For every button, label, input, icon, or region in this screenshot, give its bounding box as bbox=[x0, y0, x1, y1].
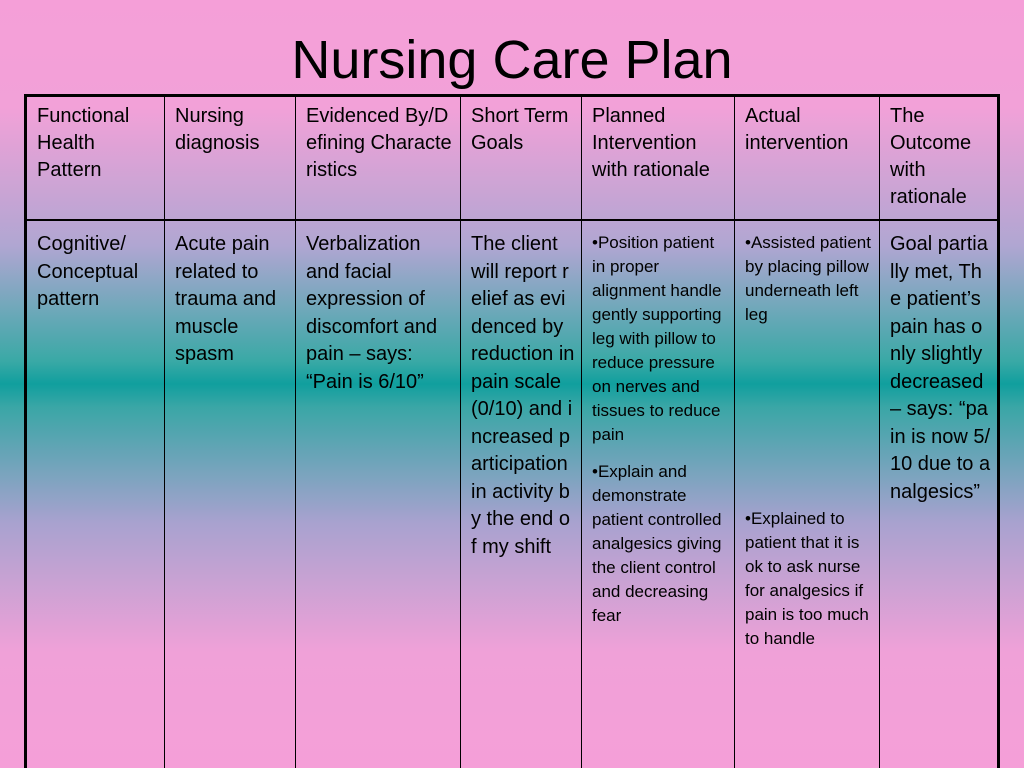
cell-evidence: Verbalization and facial expression of discomfort and pain – says: “Pain is 6/10” bbox=[296, 220, 461, 768]
header-planned-intervention: Planned Intervention with rationale bbox=[582, 96, 735, 221]
cell-pattern: Cognitive/ Conceptual pattern bbox=[26, 220, 165, 768]
table-header-row bbox=[26, 96, 999, 221]
header-short-term-goals: Short Term Goals bbox=[461, 96, 582, 221]
table-row bbox=[26, 220, 999, 768]
header-actual-intervention: Actual intervention bbox=[735, 96, 880, 221]
care-plan-table bbox=[24, 94, 1000, 768]
cell-diagnosis: Acute pain related to trauma and muscle spasm bbox=[165, 220, 296, 768]
actual-bullet-1: •Assisted patient by placing pillow underneath left leg bbox=[745, 233, 871, 324]
planned-bullet-1: •Position patient in proper alignment handle gently supporting leg with pillow to reduce pressure on nerves and tissues to reduce pain bbox=[592, 233, 722, 444]
slide-title: Nursing Care Plan bbox=[291, 30, 733, 90]
cell-outcome: Goal partially met, The patient’s pain has only slightly decreased – says: “pain is now 5/10 due to analgesics” bbox=[880, 220, 999, 768]
header-nursing-diagnosis: Nursing diagnosis bbox=[165, 96, 296, 221]
cell-planned-intervention bbox=[582, 220, 735, 768]
actual-bullet-2: •Explained to patient that it is ok to ask nurse for analgesics if pain is too much to handle bbox=[745, 509, 869, 648]
header-functional-health-pattern: Functional Health Pattern bbox=[26, 96, 165, 221]
cell-goals: The client will report relief as evidenced by reduction in pain scale (0/10) and increased participation in activity by the end of my shift bbox=[461, 220, 582, 768]
cell-actual-intervention bbox=[735, 220, 880, 768]
header-evidenced-by: Evidenced By/Defining Characteristics bbox=[296, 96, 461, 221]
planned-bullet-2: •Explain and demonstrate patient controlled analgesics giving the client control and decreasing fear bbox=[592, 462, 722, 625]
header-outcome: The Outcome with rationale bbox=[880, 96, 999, 221]
